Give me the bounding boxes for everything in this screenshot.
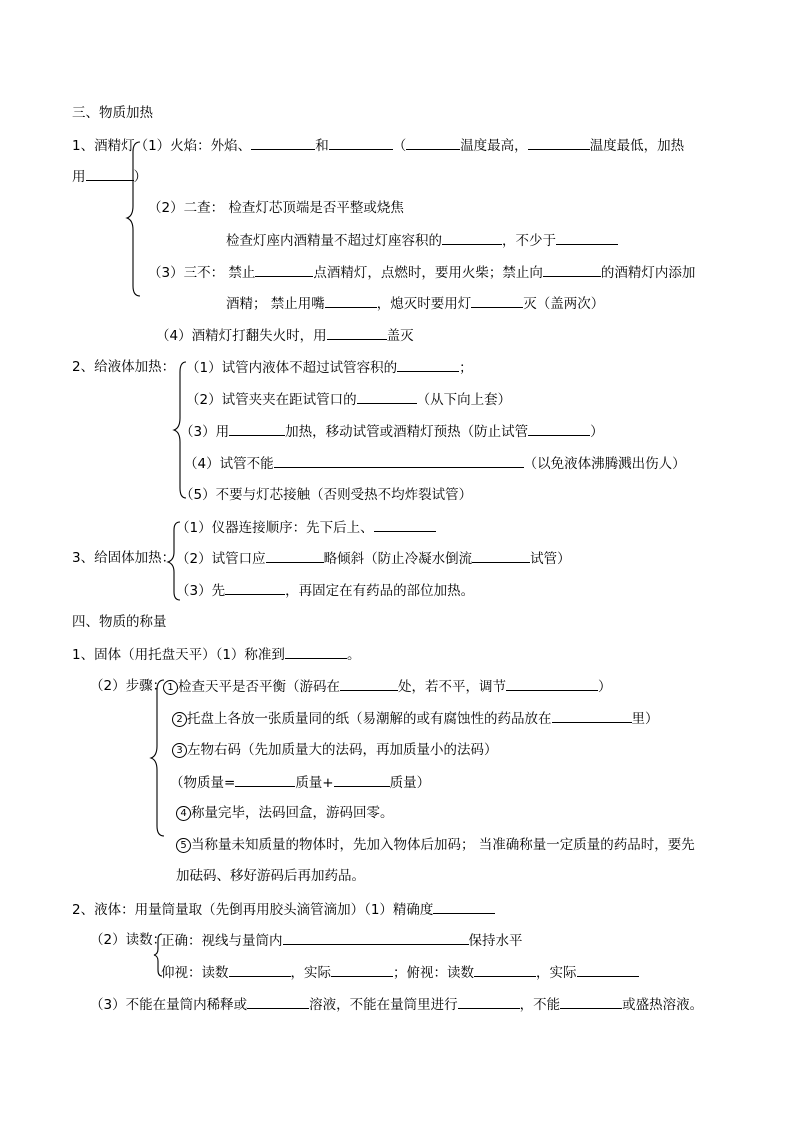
text: （从下向上套） (416, 392, 512, 408)
text: ，实际 (290, 965, 331, 981)
circled-number: 1 (163, 680, 178, 695)
blank (327, 325, 387, 340)
blank (329, 135, 393, 150)
blank (552, 708, 632, 723)
step-3 (172, 740, 498, 760)
text: 质量） (389, 775, 431, 791)
text: 加热，移动试管或酒精灯预热（防止试管 (285, 424, 529, 440)
text: 1、固体（用托盘天平）（1）称准到 (72, 647, 285, 663)
blank (274, 453, 524, 468)
blank (556, 230, 618, 245)
text: 质量+ (295, 775, 334, 791)
text: （3）用 (180, 424, 230, 440)
liquid-item-4 (184, 453, 686, 474)
text: （2）试管夹夹在距试管口的 (186, 392, 357, 408)
circled-number: 4 (176, 806, 191, 821)
circled-number: 5 (176, 838, 191, 853)
lamp-line-5 (148, 262, 695, 283)
blank (474, 962, 536, 977)
liquid-item-2 (186, 389, 511, 410)
text: 温度最高， (460, 138, 528, 154)
blank (334, 772, 390, 787)
text: 略倾斜（防止冷凝水倒流 (323, 551, 473, 567)
text: （1）试管内液体不超过试管容积的 (186, 360, 398, 376)
text: （2）试管口应 (176, 551, 266, 567)
text: （4）酒精灯打翻失火时，用 (156, 328, 327, 344)
text: ，熄灭时要用灯 (376, 296, 472, 312)
blank (325, 293, 377, 308)
text: 检查天平是否平衡（游码在 (178, 679, 340, 695)
blank (251, 135, 315, 150)
blank (433, 899, 495, 914)
text: （1）仪器连接顺序：先下后上、 (176, 520, 374, 536)
reading-label: （2）读数： (90, 932, 167, 948)
text: ，实际 (536, 965, 577, 981)
text: ，不能 (519, 997, 561, 1013)
text: 温度最低，加热 (589, 138, 685, 154)
blank (458, 994, 520, 1009)
text: 和 (315, 138, 329, 154)
steps-brace (148, 678, 168, 842)
text: （3）先 (176, 583, 226, 599)
blank (229, 421, 285, 436)
text: 保持水平 (468, 933, 523, 949)
step-1 (163, 676, 612, 697)
text: 正确：视线与量筒内 (161, 933, 283, 949)
blank (229, 962, 291, 977)
step-5 (176, 835, 695, 855)
blank (247, 994, 309, 1009)
blank (340, 676, 398, 691)
text: 2、液体：用量筒量取（先倒再用胶头滴管滴加）（1）精确度 (72, 902, 434, 918)
blank (406, 135, 460, 150)
text: 用 (72, 169, 86, 185)
blank (357, 389, 417, 404)
text: 里） (631, 711, 659, 727)
text: ） (598, 679, 612, 695)
text: 点酒精灯，点燃时，要用火柴；禁止向 (313, 265, 543, 281)
text: 盖灭 (386, 328, 414, 344)
text: ；俯视：读数 (393, 965, 474, 981)
liquid-item-1 (186, 357, 473, 378)
text: ） (133, 169, 147, 185)
blank (560, 994, 622, 1009)
blank (374, 517, 436, 532)
text: （4）试管不能 (184, 456, 274, 472)
lamp-line-4 (226, 230, 618, 251)
text: 1、酒精灯 (72, 138, 135, 154)
text: ，不少于 (502, 233, 556, 249)
blank (506, 676, 598, 691)
blank (472, 548, 530, 563)
text: 试管） (530, 551, 571, 567)
step-5-cont: 加砝码、移好游码后再加药品。 (176, 868, 365, 884)
text: 处，若不平，调节 (398, 679, 506, 695)
cylinder-line-3 (90, 994, 703, 1015)
blank (577, 962, 639, 977)
balance-line-1 (72, 644, 360, 665)
blank (283, 930, 469, 945)
blank (331, 962, 393, 977)
lamp-line-3: （2）二查： 检查灯芯顶端是否平整或烧焦 (148, 200, 404, 216)
text: （ (392, 138, 407, 154)
solid-item-3 (176, 580, 474, 601)
text: 灭（盖两次） (523, 296, 605, 312)
text: 左物右码（先加质量大的法码，再加质量小的法码） (187, 742, 498, 758)
step-2 (172, 708, 659, 729)
lamp-line-1 (72, 135, 684, 156)
blank (266, 548, 324, 563)
text: （3）不能在量筒内稀释或 (90, 997, 248, 1013)
blank (471, 293, 523, 308)
solid-item-2 (176, 548, 571, 569)
solid-heating-label: 3、给固体加热： (72, 550, 176, 566)
text: 当称量未知质量的物体时，先加入物体后加码； 当准确称量一定质量的药品时，要先 (191, 837, 695, 853)
blank (255, 262, 313, 277)
liquid-heating-label: 2、给液体加热： (72, 359, 176, 375)
cylinder-line-1 (72, 899, 495, 920)
text: （以免液体沸腾溅出伤人） (523, 456, 686, 472)
circled-number: 3 (172, 743, 187, 758)
text: 仰视：读数 (161, 965, 229, 981)
lamp-line-6 (226, 293, 604, 314)
blank (543, 262, 601, 277)
text: 或盛热溶液。 (622, 997, 704, 1013)
text: 的酒精灯内添加 (600, 265, 696, 281)
text: 溶液，不能在量筒里进行 (309, 997, 458, 1013)
text: ） (590, 424, 604, 440)
circled-number: 2 (172, 712, 187, 727)
step-4 (176, 803, 394, 823)
text: （物质量= (170, 775, 236, 791)
text: ，再固定在有药品的部位加热。 (285, 583, 475, 599)
blank (528, 421, 590, 436)
text: （3）三不： 禁止 (148, 265, 256, 281)
steps-label: （2）步骤： (90, 678, 167, 694)
text: 检查灯座内酒精量不超过灯座容积的 (226, 233, 442, 249)
section-3-title: 三、物质加热 (72, 105, 153, 121)
step-formula (170, 772, 430, 793)
lamp-brace (124, 140, 144, 300)
text: （1）火焰：外焰、 (134, 138, 252, 154)
text: 托盘上各放一张质量同的纸（易潮解的或有腐蚀性的药品放在 (187, 711, 552, 727)
reading-line-1 (161, 930, 523, 951)
liquid-item-5: （5）不要与灯芯接触（否则受热不均炸裂试管） (180, 487, 473, 503)
blank (285, 644, 347, 659)
text: 酒精； 禁止用嘴 (226, 296, 325, 312)
blank (397, 357, 459, 372)
blank (235, 772, 295, 787)
text: 。 (346, 647, 361, 663)
solid-item-1 (176, 517, 436, 538)
blank (225, 580, 285, 595)
blank (442, 230, 502, 245)
text: 称量完毕，法码回盒，游码回零。 (191, 805, 394, 821)
text: ； (459, 360, 473, 376)
lamp-line-7 (156, 325, 414, 346)
reading-line-2 (161, 962, 639, 983)
section-4-title: 四、物质的称量 (72, 614, 167, 630)
blank (528, 135, 590, 150)
liquid-item-3 (180, 421, 604, 442)
